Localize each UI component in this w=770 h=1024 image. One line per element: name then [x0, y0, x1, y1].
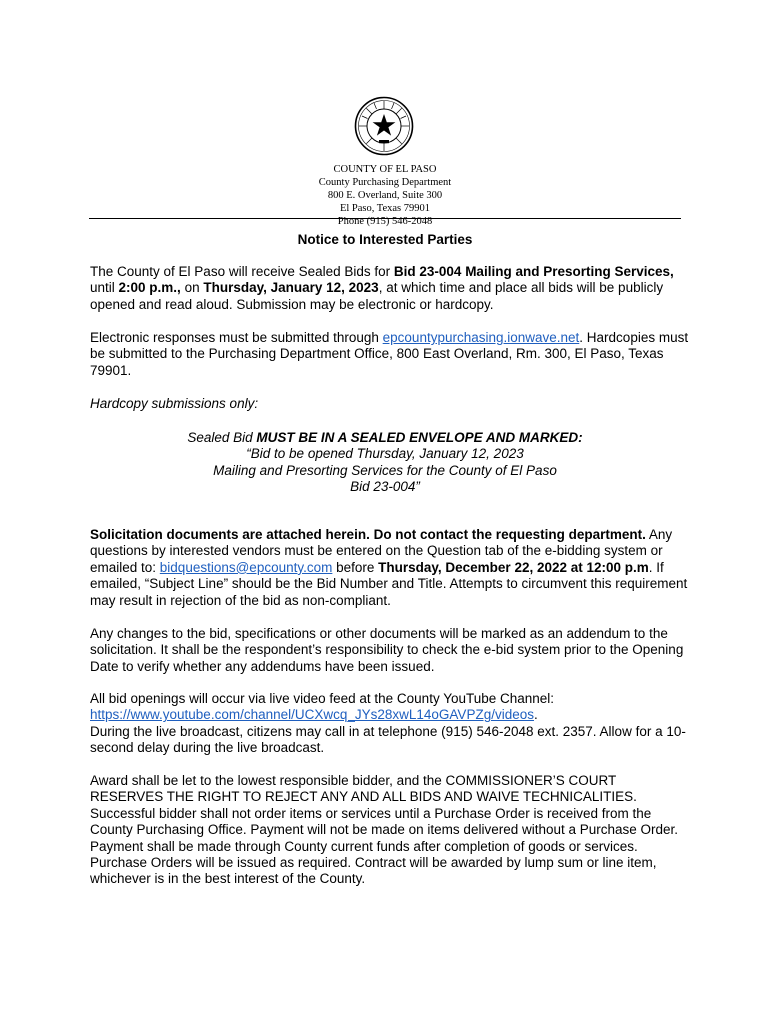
text-run: Sealed Bid: [187, 430, 257, 445]
letterhead-street: 800 E. Overland, Suite 300: [327, 190, 443, 201]
header-divider: [89, 218, 681, 219]
envelope-line-bid-number: Bid 23-004”: [350, 479, 420, 495]
electronic-responses-paragraph: [90, 330, 690, 379]
sealed-bid-instructions: [85, 430, 685, 496]
letterhead-phone: Phone (915) 546-2048: [337, 216, 433, 227]
text-run: until: [90, 280, 119, 296]
text-run: .: [533, 707, 538, 723]
text-run: before: [332, 559, 379, 575]
bid-time: 2:00 p.m.,: [118, 280, 181, 296]
letterhead-city: El Paso, Texas 79901: [339, 203, 431, 214]
no-contact-warning: Solicitation documents are attached herein. Do not contact the requesting department.: [90, 527, 646, 542]
hardcopy-label: Hardcopy submissions only:: [90, 396, 259, 411]
text-run: All bid openings will occur via live video feed at the County YouTube Channel:: [90, 691, 555, 706]
envelope-line-date: “Bid to be opened Thursday, January 12, 2023: [246, 446, 524, 462]
bidquestions-email-link[interactable]: bidquestions@epcounty.com: [159, 559, 333, 575]
text-run: on: [180, 280, 204, 296]
envelope-line-title: Mailing and Presorting Services for the County of El Paso: [213, 462, 557, 478]
text-run: The County of El Paso will receive Sealed Bids for: [90, 264, 394, 279]
text-run: Any questions by interested vendors must be entered on the Question tab of the e-bidding system or emailed to:: [90, 527, 673, 575]
notice-title: Notice to Interested Parties: [297, 232, 473, 247]
text-run: Electronic responses must be submitted through: [90, 330, 383, 345]
addendum-paragraph: Any changes to the bid, specifications or other documents will be marked as an addendum to the solicitation. It shall be the respondent’s responsibility to check the e-bid system prior to the Opening Date to verify whether any addendums have been issued.: [90, 626, 684, 674]
bid-intro-paragraph: [90, 264, 690, 313]
solicitation-paragraph: [90, 527, 690, 609]
question-deadline: Thursday, December 22, 2022 at 12:00 p.m: [378, 559, 649, 575]
bid-title: Bid 23-004 Mailing and Presorting Services,: [393, 264, 674, 279]
ionwave-link[interactable]: epcountypurchasing.ionwave.net: [382, 330, 580, 345]
letterhead-org: COUNTY OF EL PASO: [333, 164, 437, 175]
county-seal-icon: [354, 96, 414, 156]
bid-date: Thursday, January 12, 2023: [203, 280, 379, 296]
youtube-channel-link[interactable]: https://www.youtube.com/channel/UCXwcq_JYs28xwL14oGAVPZg/videos: [90, 707, 534, 723]
text-run: , at which time and place all bids will be publicly opened and read aloud. Submission may be electronic or hardcopy.: [90, 280, 664, 312]
text-run: . Hardcopies must be submitted to the Purchasing Department Office, 800 East Overland, Rm. 300, El Paso, Texas 79901.: [90, 330, 689, 378]
award-paragraph: Award shall be let to the lowest responsible bidder, and the COMMISSIONER’S COURT RESERVES THE RIGHT TO REJECT ANY AND ALL BIDS AND WAIVE TECHNICALITIES. Successful bidder shall not order items or services until a Purchase Order is received from the County Purchasing Office. Payment will not be made on items delivered without a Purchase Order. Payment shall be made through County current funds after completion of goods or services. Purchase Orders will be issued as required. Contract will be awarded by lump sum or line item, whichever is in the best interest of the County.: [90, 773, 679, 887]
live-broadcast-text: During the live broadcast, citizens may call in at telephone (915) 546-2048 ext. 2357. Allow for a 10-second delay during the live broadcast.: [90, 723, 686, 756]
letterhead-dept: County Purchasing Department: [318, 177, 452, 188]
bid-openings-paragraph: [90, 691, 690, 757]
text-run: . If emailed, “Subject Line” should be the Bid Number and Title. Attempts to circumvent this requirement may result in rejection of the bid as non-compliant.: [90, 559, 688, 608]
sealed-envelope-requirement: MUST BE IN A SEALED ENVELOPE AND MARKED:: [256, 430, 583, 445]
